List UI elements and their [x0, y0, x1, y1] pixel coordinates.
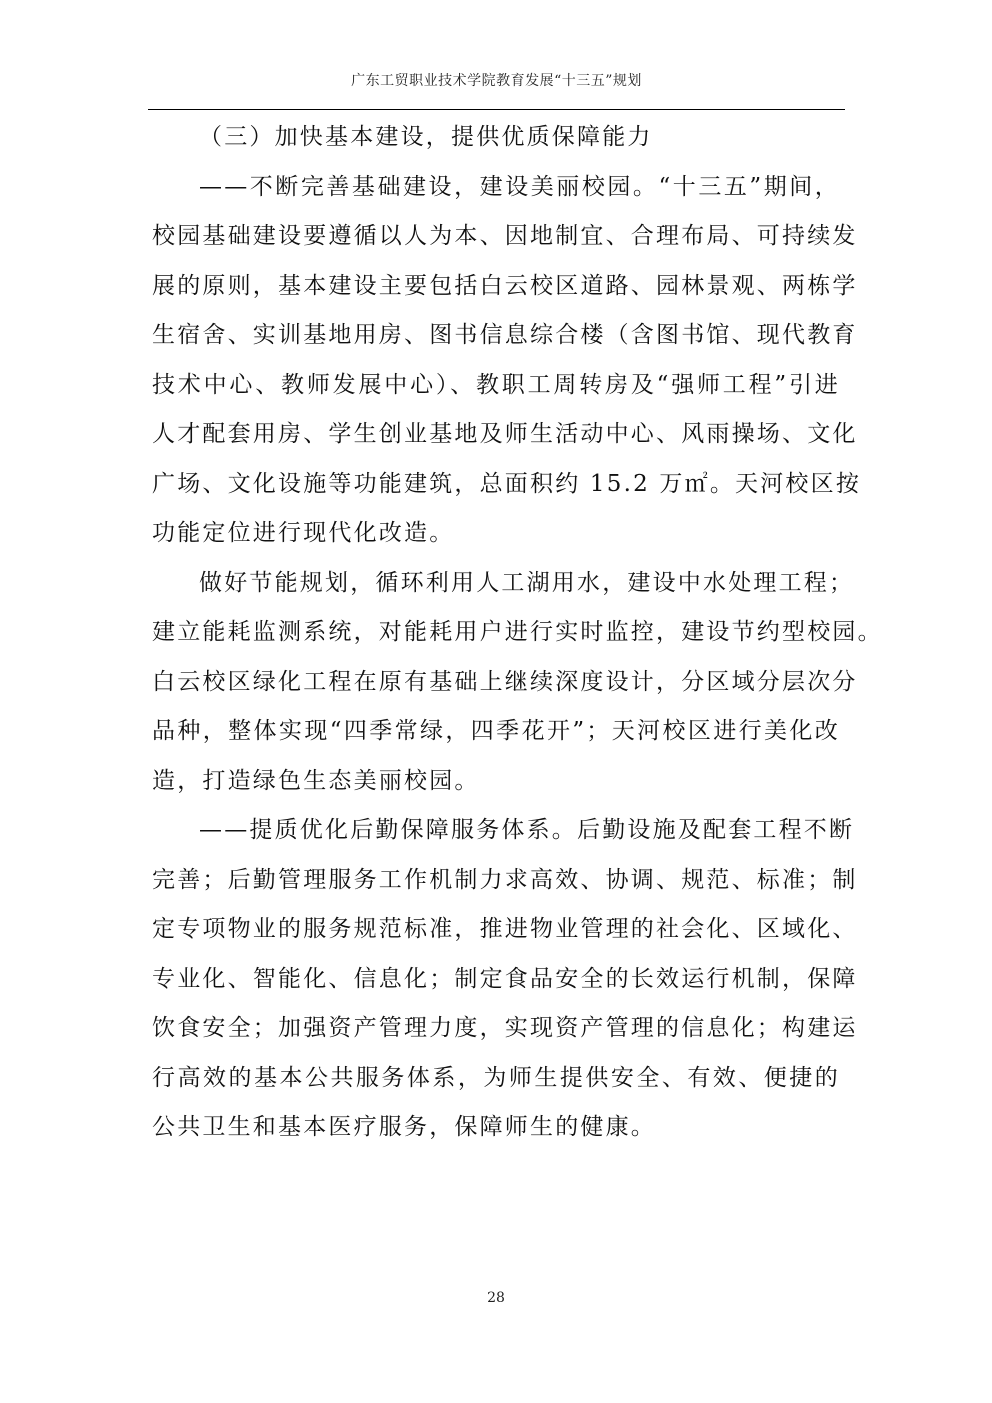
paragraph-line: 行高效的基本公共服务体系，为师生提供安全、有效、便捷的 [152, 1065, 840, 1091]
paragraph-line: 建立能耗监测系统，对能耗用户进行实时监控，建设节约型校园。 [152, 619, 883, 645]
paragraph-line: 做好节能规划，循环利用人工湖用水，建设中水处理工程； [199, 570, 855, 596]
section-heading: （三）加快基本建设，提供优质保障能力 [199, 124, 653, 150]
paragraph-line: 完善；后勤管理服务工作机制力求高效、协调、规范、标准；制 [152, 867, 858, 893]
paragraph-line: 人才配套用房、学生创业基地及师生活动中心、风雨操场、文化 [152, 421, 858, 447]
paragraph-line: 公共卫生和基本医疗服务，保障师生的健康。 [152, 1114, 656, 1140]
paragraph-line: ——提质优化后勤保障服务体系。后勤设施及配套工程不断 [199, 817, 855, 843]
paragraph-line: 校园基础建设要遵循以人为本、因地制宜、合理布局、可持续发 [152, 223, 858, 249]
paragraph-line: 技术中心、教师发展中心）、教职工周转房及“强师工程”引进 [152, 372, 840, 398]
paragraph-line: 专业化、智能化、信息化；制定食品安全的长效运行机制，保障 [152, 966, 858, 992]
header-rule [148, 109, 845, 110]
paragraph-line: 生宿舍、实训基地用房、图书信息综合楼（含图书馆、现代教育 [152, 322, 858, 348]
paragraph-line: 品种，整体实现“四季常绿，四季花开”；天河校区进行美化改 [152, 718, 840, 744]
paragraph-line: ——不断完善基础建设，建设美丽校园。“十三五”期间， [199, 174, 840, 200]
paragraph-line: 白云校区绿化工程在原有基础上继续深度设计，分区域分层次分 [152, 669, 858, 695]
paragraph-line: 饮食安全；加强资产管理力度，实现资产管理的信息化；构建运 [152, 1015, 858, 1041]
running-header: 广东工贸职业技术学院教育发展“十三五”规划 [351, 73, 642, 89]
paragraph-line: 展的原则，基本建设主要包括白云校区道路、园林景观、两栋学 [152, 273, 858, 299]
paragraph-line: 造，打造绿色生态美丽校园。 [152, 768, 480, 794]
paragraph-line: 定专项物业的服务规范标准，推进物业管理的社会化、区域化、 [152, 916, 858, 942]
paragraph-line: 广场、文化设施等功能建筑，总面积约 15.2 万㎡。天河校区按 [152, 471, 862, 497]
page-number: 28 [487, 1290, 505, 1306]
paragraph-line: 功能定位进行现代化改造。 [152, 520, 455, 546]
